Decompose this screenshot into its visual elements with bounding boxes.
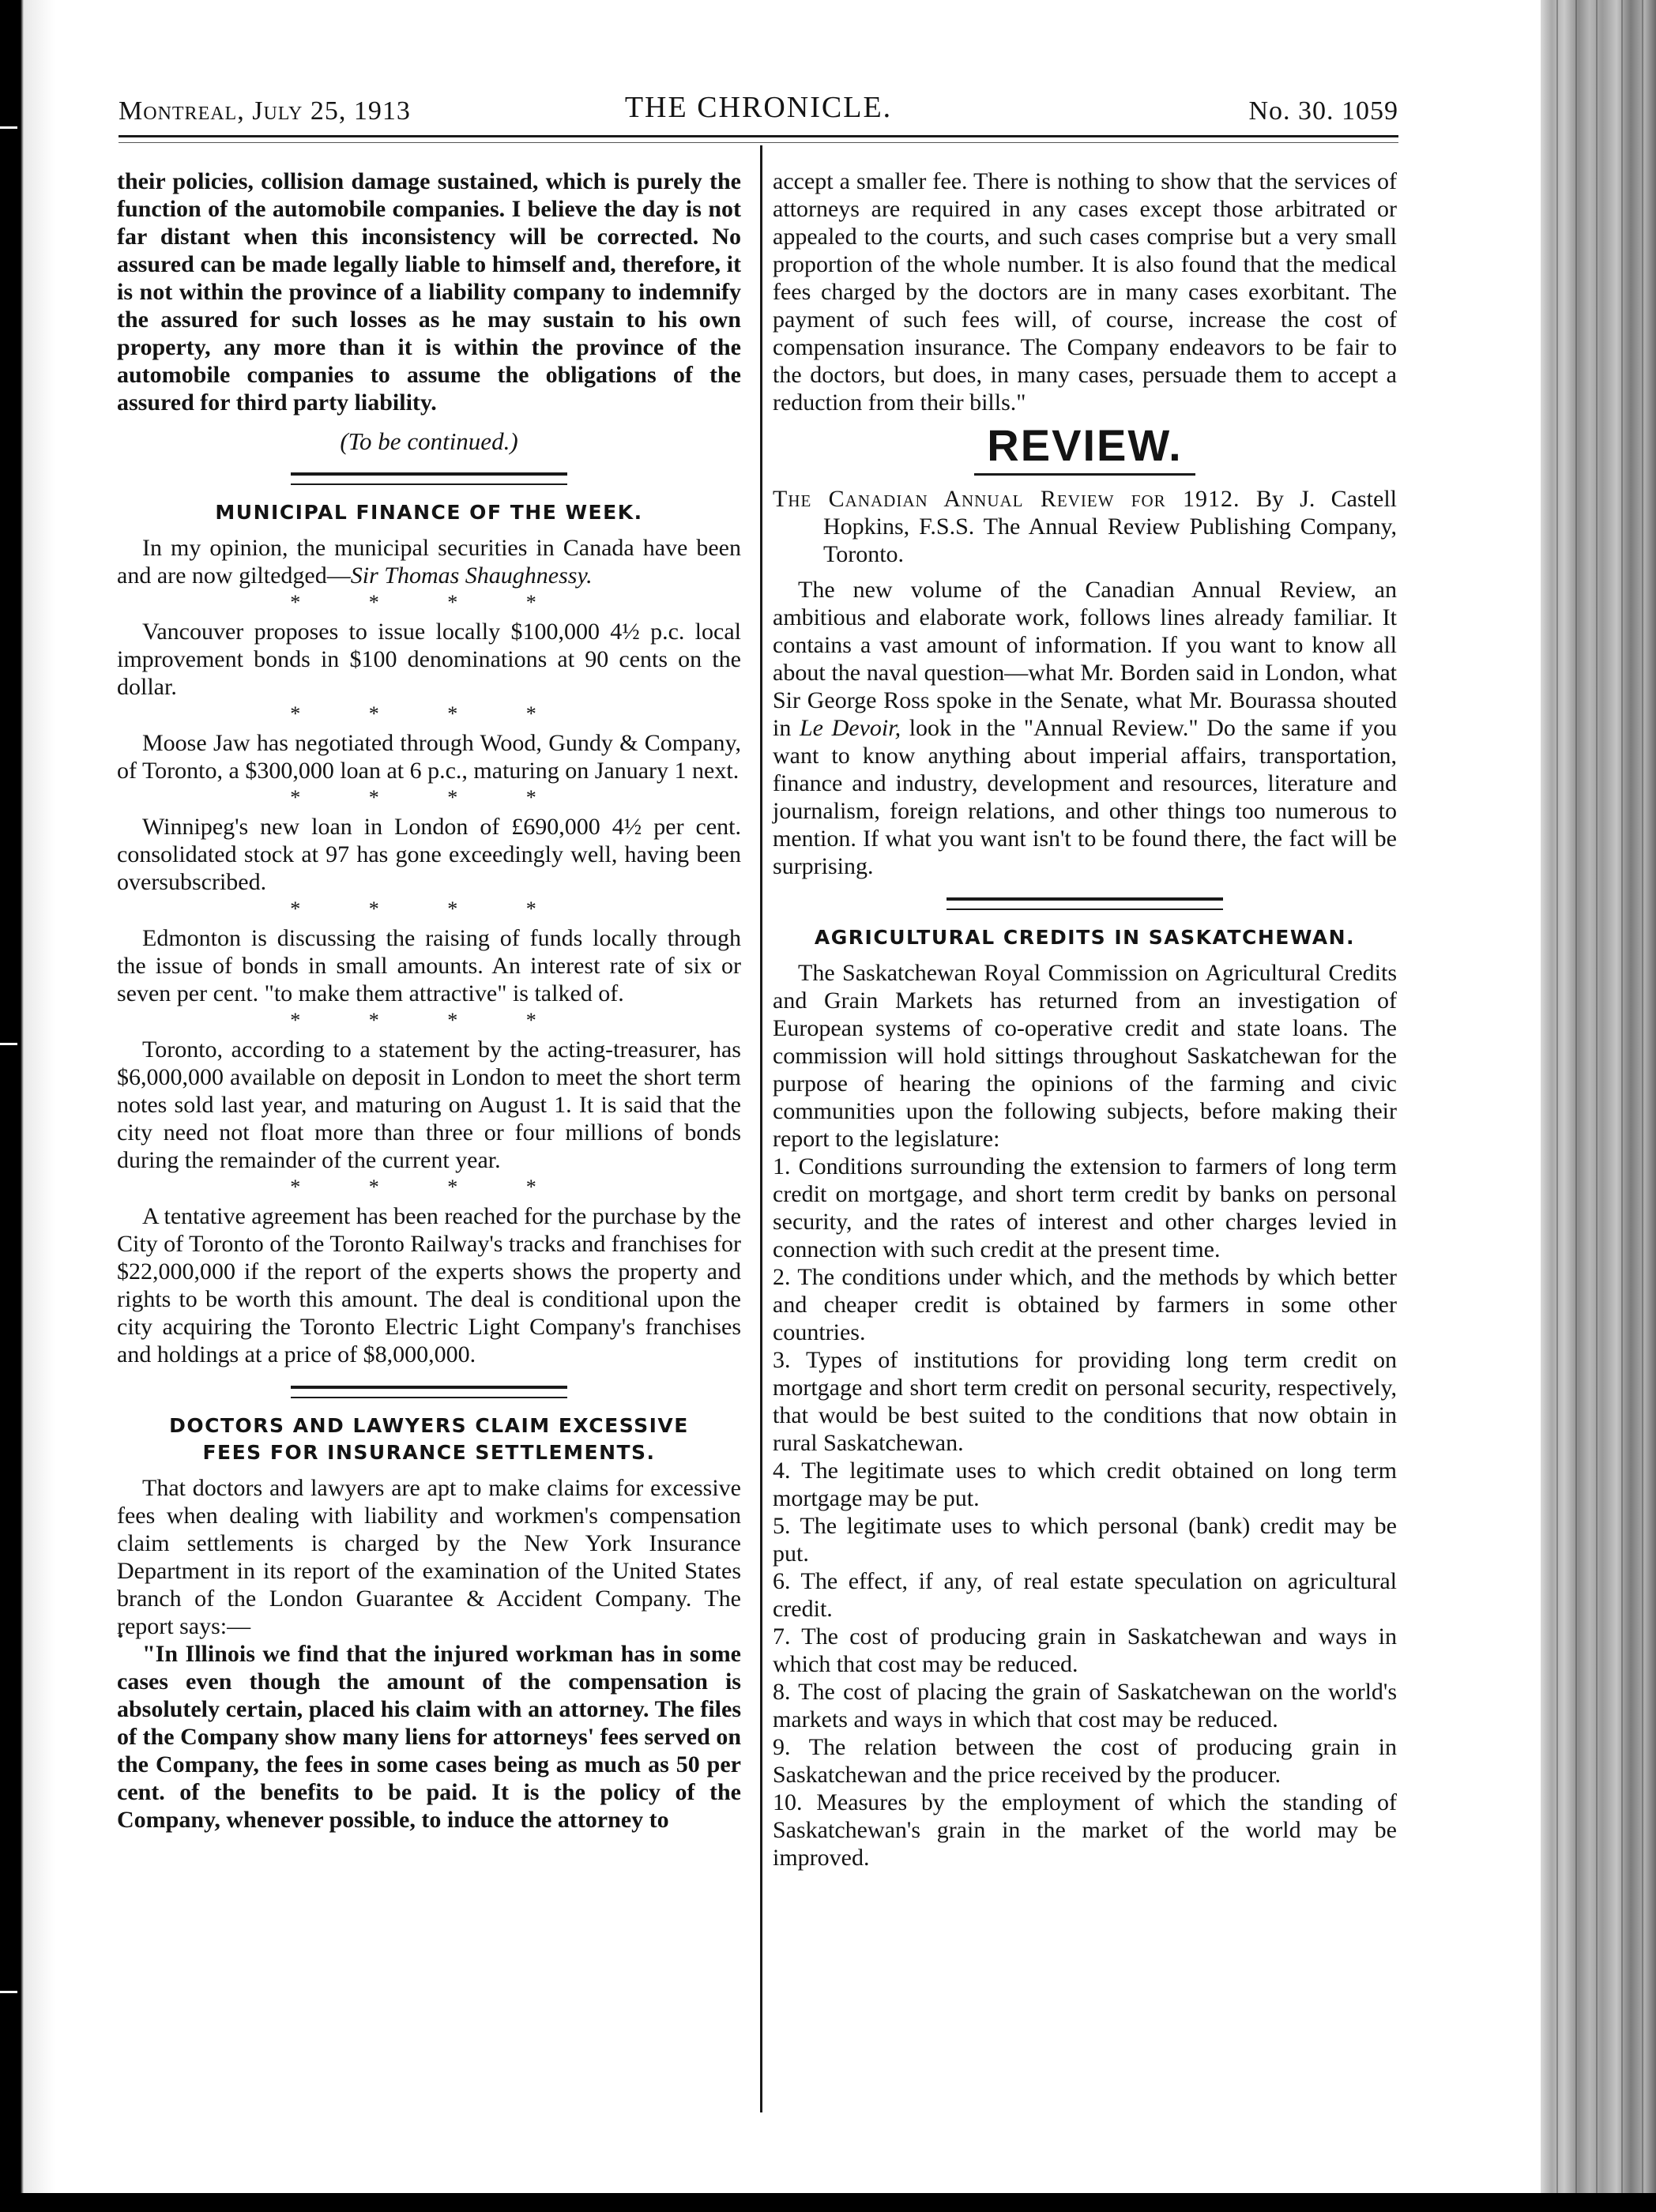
municipal-item: Edmonton is discussing the raising of funds locally through the issue of bonds in small amounts. An interest rate of six or seven per cent. "to make them attractive" is talked of. <box>117 925 741 1006</box>
star-separator: * * * * <box>290 1009 568 1032</box>
review-book-entry <box>773 485 1397 568</box>
star-separator: * * * * <box>290 897 568 920</box>
page-edge-line <box>1642 0 1643 2212</box>
review-rule <box>974 473 1195 476</box>
header-rule-thin <box>119 142 1398 143</box>
subject-item: 9. The relation between the cost of producing grain in Saskatchewan and the price received by the producer. <box>773 1734 1397 1788</box>
municipal-quote <box>117 534 741 589</box>
page-edge-line <box>1575 0 1577 2212</box>
dateline: Montreal, July 25, 1913 <box>119 96 411 126</box>
subject-item: 10. Measures by the employment of which the standing of Saskatchewan's grain in the market of the world may be improved. <box>773 1789 1397 1871</box>
subject-item: 6. The effect, if any, of real estate speculation on agricultural credit. <box>773 1568 1397 1622</box>
header-rule <box>119 135 1398 137</box>
doctors-paragraph: That doctors and lawyers are apt to make claims for excessive fees when dealing with liability and workmen's compensation claim settlements is charged by the New York Insurance Department in its report of the examination of the United States branch of the London Guarantee & Accident Company. The report says:— <box>117 1475 741 1639</box>
review-body-a: The new volume of the Canadian Annual Review, an ambitious and elaborate work, follows lines already familiar. It contains a vast amount of information. If you want to know all about the naval question—what Mr. Borden said in London, what Sir George Ross spoke in the Senate, what Mr. Bourassa shouted in <box>773 577 1397 741</box>
running-head <box>119 85 1398 133</box>
doctors-quote-paragraph: "In Illinois we find that the injured workman has in some cases even though the amount of the compensation is absolutely certain, placed his claim with an attorney. The files of the Company show many liens for attorneys' fees served on the Company, the fees in some cases being as much as 50 per cent. of the benefits to be paid. It is the policy of the Company, whenever possible, to induce the attorney to <box>117 1641 741 1833</box>
municipal-item: A tentative agreement has been reached for the purchase by the City of Toronto of the Toronto Railway's tracks and franchises for $22,000,000 if the report of the experts shows the property and rights to be worth this amount. The deal is conditional upon the city acquiring the Toronto Electric Light Company's franchises and holdings at a price of $8,000,000. <box>117 1203 741 1367</box>
scan-left-edge <box>0 0 55 2212</box>
subject-item: 8. The cost of placing the grain of Saskatchewan on the world's markets and ways in which that cost may be reduced. <box>773 1679 1397 1732</box>
doctors-heading-line1: DOCTORS AND LAWYERS CLAIM EXCESSIVE <box>169 1414 689 1437</box>
to-be-continued: (To be continued.) <box>340 427 518 455</box>
page-edge-line <box>1596 0 1598 2212</box>
star-separator: * * * * <box>290 1176 568 1198</box>
scan-tick <box>0 1991 17 1993</box>
page-edge-line <box>1621 0 1623 2212</box>
review-book-details: By J. Castell Hopkins, F.S.S. The Annual Review Publishing Company, Toronto. <box>823 486 1397 567</box>
agricultural-intro: The Saskatchewan Royal Commission on Agricultural Credits and Grain Markets has returned from an investigation of European systems of co-operative credit and state loans. The commission will hold sittings throughout Saskatchewan for the purpose of hearing the opinions of the farming and civic communities upon the following subjects, before making their report to the legislature: <box>773 960 1397 1152</box>
quote-author: Sir Thomas Shaughnessy. <box>350 562 593 589</box>
page-edge-line <box>1556 0 1558 2212</box>
section-divider <box>291 1386 567 1398</box>
section-divider <box>947 897 1223 910</box>
municipal-finance-heading: MUNICIPAL FINANCE OF THE WEEK. <box>215 501 643 524</box>
review-body-italic: Le Devoir, <box>799 715 901 741</box>
agricultural-credits-heading: AGRICULTURAL CREDITS IN SASKATCHEWAN. <box>814 926 1356 949</box>
star-separator: * * * * <box>290 702 568 725</box>
review-body-b: look in the "Annual Review." Do the same if you want to know anything about imperial affairs, transportation, finance and industry, development and resources, literature and journalism, foreign relations, and other things too numerous to mention. If what you want isn't to be found there, the fact will be surprising. <box>773 715 1397 879</box>
subject-item: 4. The legitimate uses to which credit obtained on long term mortgage may be put. <box>773 1458 1397 1511</box>
right-column <box>773 167 1397 1872</box>
doctors-heading-line2: FEES FOR INSURANCE SETTLEMENTS. <box>202 1441 656 1464</box>
review-title: REVIEW. <box>987 420 1183 470</box>
section-divider <box>291 472 567 485</box>
automobile-article-ending: their policies, collision damage sustained, which is purely the function of the automobile companies. I believe the day is not far distant when this inconsistency will be corrected. No assured can be made legally liable to himself and, therefore, it is not within the province of a liability company to indemnify the assured for such losses as he may sustain to his own property, any more than it is within the province of the automobile companies to assume the obligations of the assured for third party liability. <box>117 168 741 416</box>
municipal-item: Moose Jaw has negotiated through Wood, Gundy & Company, of Toronto, a $300,000 loan at 6 p.c., maturing on January 1 next. <box>117 730 741 784</box>
subject-item: 7. The cost of producing grain in Saskatchewan and ways in which that cost may be reduced. <box>773 1623 1397 1677</box>
subject-item: 3. Types of institutions for providing long term credit on mortgage and short term credit on personal security, respectively, that would be best suited to the conditions that now obtain in rural Saskatchewan. <box>773 1347 1397 1456</box>
municipal-item: Winnipeg's new loan in London of £690,000 4½ per cent. consolidated stock at 97 has gone exceedingly well, having been oversubscribed. <box>117 814 741 895</box>
left-column <box>117 167 741 1834</box>
review-book-title: The Canadian Annual Review for 1912. <box>773 486 1240 512</box>
star-separator: * * * * <box>290 786 568 809</box>
municipal-item: Vancouver proposes to issue locally $100,000 4½ p.c. local improvement bonds in $100 denominations at 90 cents on the dollar. <box>117 619 741 700</box>
subject-item: 2. The conditions under which, and the methods by which better and cheaper credit is obtained by farmers in some other countries. <box>773 1264 1397 1345</box>
quote-text: In my opinion, the municipal securities in Canada have been and are now giltedged— <box>117 535 741 589</box>
column-rule <box>760 145 762 2112</box>
review-body <box>773 576 1397 880</box>
municipal-item: Toronto, according to a statement by the acting-treasurer, has $6,000,000 available on deposit in London to meet the short term notes sold last year, and maturing on August 1. It is said that the city need not float more than three or four millions of bonds during the remainder of the current year. <box>117 1036 741 1173</box>
subject-item: 5. The legitimate uses to which personal (bank) credit may be put. <box>773 1513 1397 1567</box>
publication-title: THE CHRONICLE. <box>624 91 893 124</box>
doctors-quote-continuation: accept a smaller fee. There is nothing to show that the services of attorneys are required in any cases except those arbitrated or appealed to the courts, and such cases comprise but a very small proportion of the whole number. It is also found that the medical fees charged by the doctors are in many cases exorbitant. The payment of such fees will, of course, increase the cost of compensation insurance. The Company endeavors to be fair to the doctors, but does, in many cases, persuade them to accept a reduction from their bills." <box>773 168 1397 416</box>
book-page-edges <box>1541 0 1656 2212</box>
scan-tick <box>0 1043 17 1045</box>
star-separator: * * * * <box>290 591 568 614</box>
scan-tick <box>0 126 17 129</box>
subject-item: 1. Conditions surrounding the extension to farmers of long term credit on mortgage, and short term credit by banks on personal security, and the rates of interest and other charges levied in connection with such credit at the present time. <box>773 1153 1397 1262</box>
scan-bottom-edge <box>0 2193 1656 2212</box>
issue-page-number: No. 30. 1059 <box>1248 96 1398 126</box>
